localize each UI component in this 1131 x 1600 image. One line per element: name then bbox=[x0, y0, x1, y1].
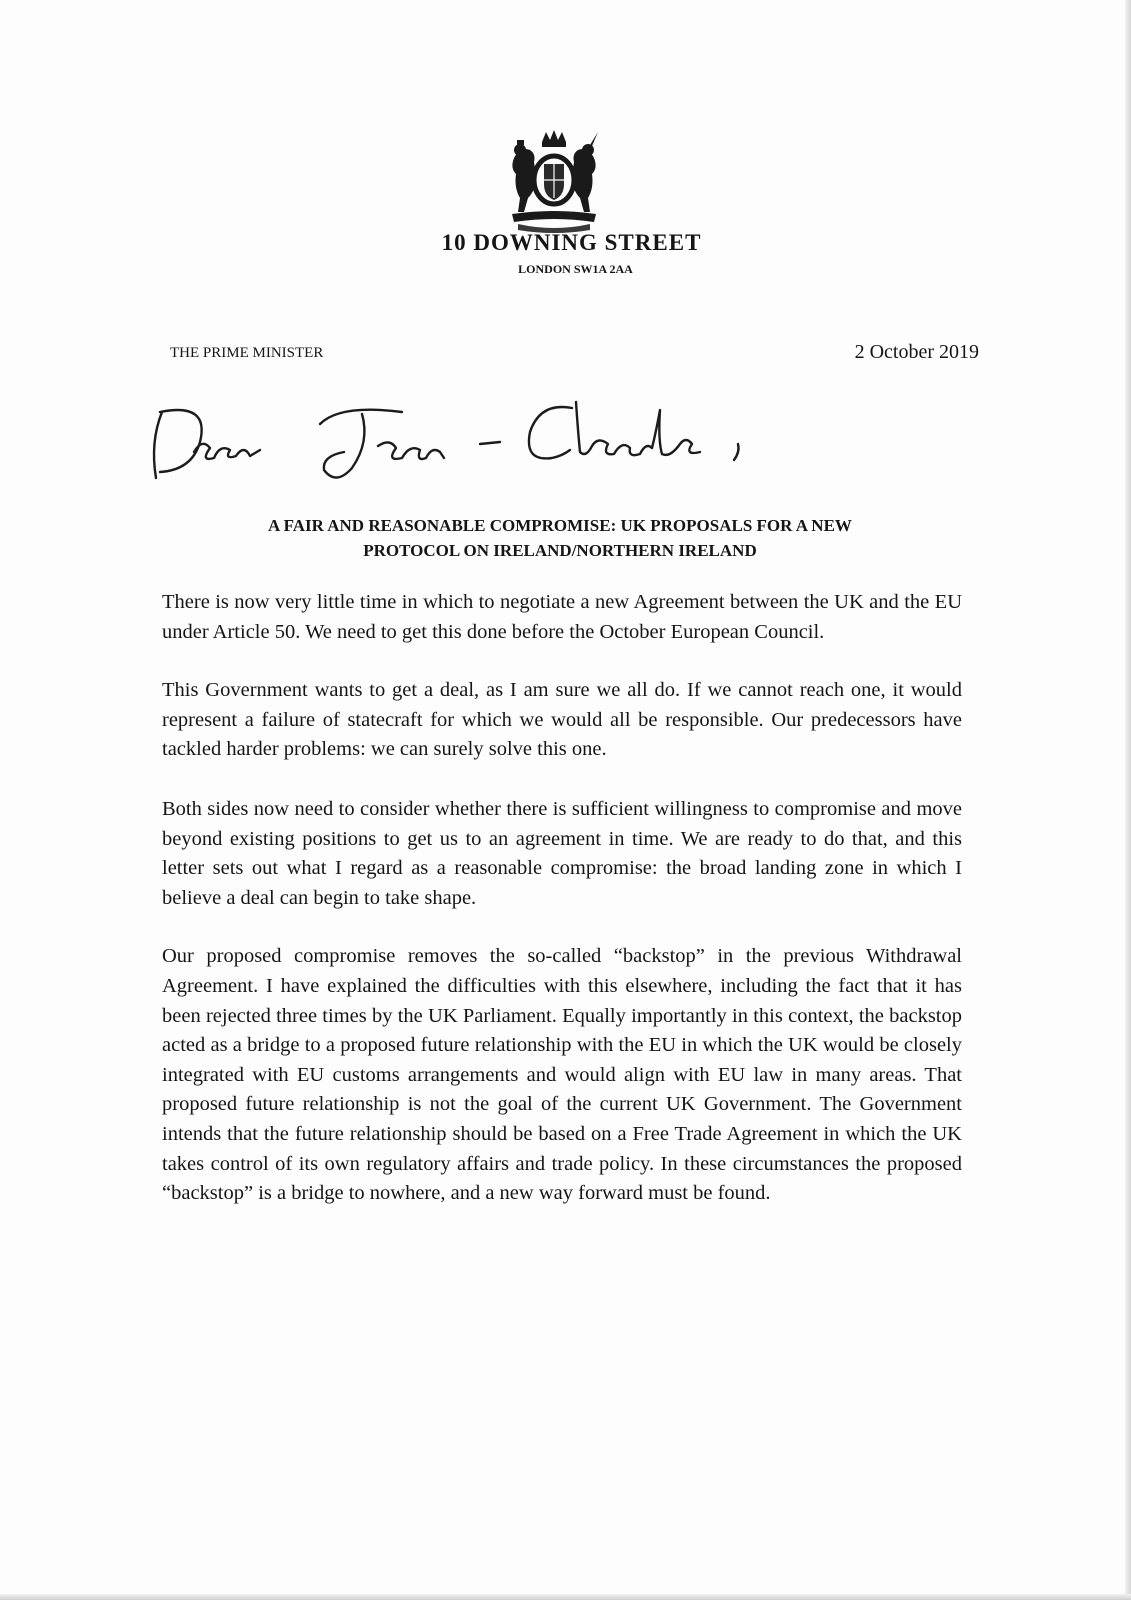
letter-heading bbox=[140, 513, 980, 563]
letter-body bbox=[162, 588, 962, 1238]
body-paragraph-4: Our proposed compromise removes the so-called “backstop” in the previous Withdrawal Agreement. I have explained the difficulties with this elsewhere, including the fact that it has been rejected three times by the UK Parliament. Equally importantly in this context, the backstop acted as a bridge to a proposed future relationship with the EU in which the UK would be closely integrated with EU customs arrangements and would align with EU law in many areas. That proposed future relationship is not the goal of the current UK Government. The Government intends that the future relationship should be based on a Free Trade Agreement in which the UK takes control of its own regulatory affairs and trade policy. In these circumstances the proposed “backstop” is a bridge to nowhere, and a new way forward must be found. bbox=[162, 945, 962, 1205]
letterhead-address-line1: 10 DOWNING STREET bbox=[441, 230, 702, 255]
letterhead-address-line2: LONDON SW1A 2AA bbox=[518, 262, 633, 276]
body-paragraph-2: This Government wants to get a deal, as I am sure we all do. If we cannot reach one, it would represent a failure of statecraft for which we would all be responsible. Our predecessors have tackled harder problems: we can surely solve this one. bbox=[162, 679, 962, 761]
letter-date: 2 October 2019 bbox=[854, 341, 979, 363]
scan-edge-bottom bbox=[0, 1594, 1131, 1600]
handwritten-salutation bbox=[140, 382, 780, 492]
body-paragraph-1: There is now very little time in which to negotiate a new Agreement between the UK and the EU under Article 50. We need to get this done before the October European Council. bbox=[162, 591, 962, 643]
body-paragraph-3: Both sides now need to consider whether there is sufficient willingness to compromise and move beyond existing positions to get us to an agreement in time. We are ready to do that, and this letter sets out what I regard as a reasonable compromise: the broad landing zone in which I believe a deal can begin to take shape. bbox=[162, 797, 962, 909]
sender-title: THE PRIME MINISTER bbox=[170, 345, 324, 361]
heading-line1: A FAIR AND REASONABLE COMPROMISE: UK PROPOSALS FOR A NEW bbox=[268, 516, 852, 535]
royal-coat-of-arms-icon bbox=[506, 128, 602, 234]
heading-line2: PROTOCOL ON IRELAND/NORTHERN IRELAND bbox=[363, 541, 757, 560]
scan-edge-right bbox=[1125, 0, 1131, 1600]
